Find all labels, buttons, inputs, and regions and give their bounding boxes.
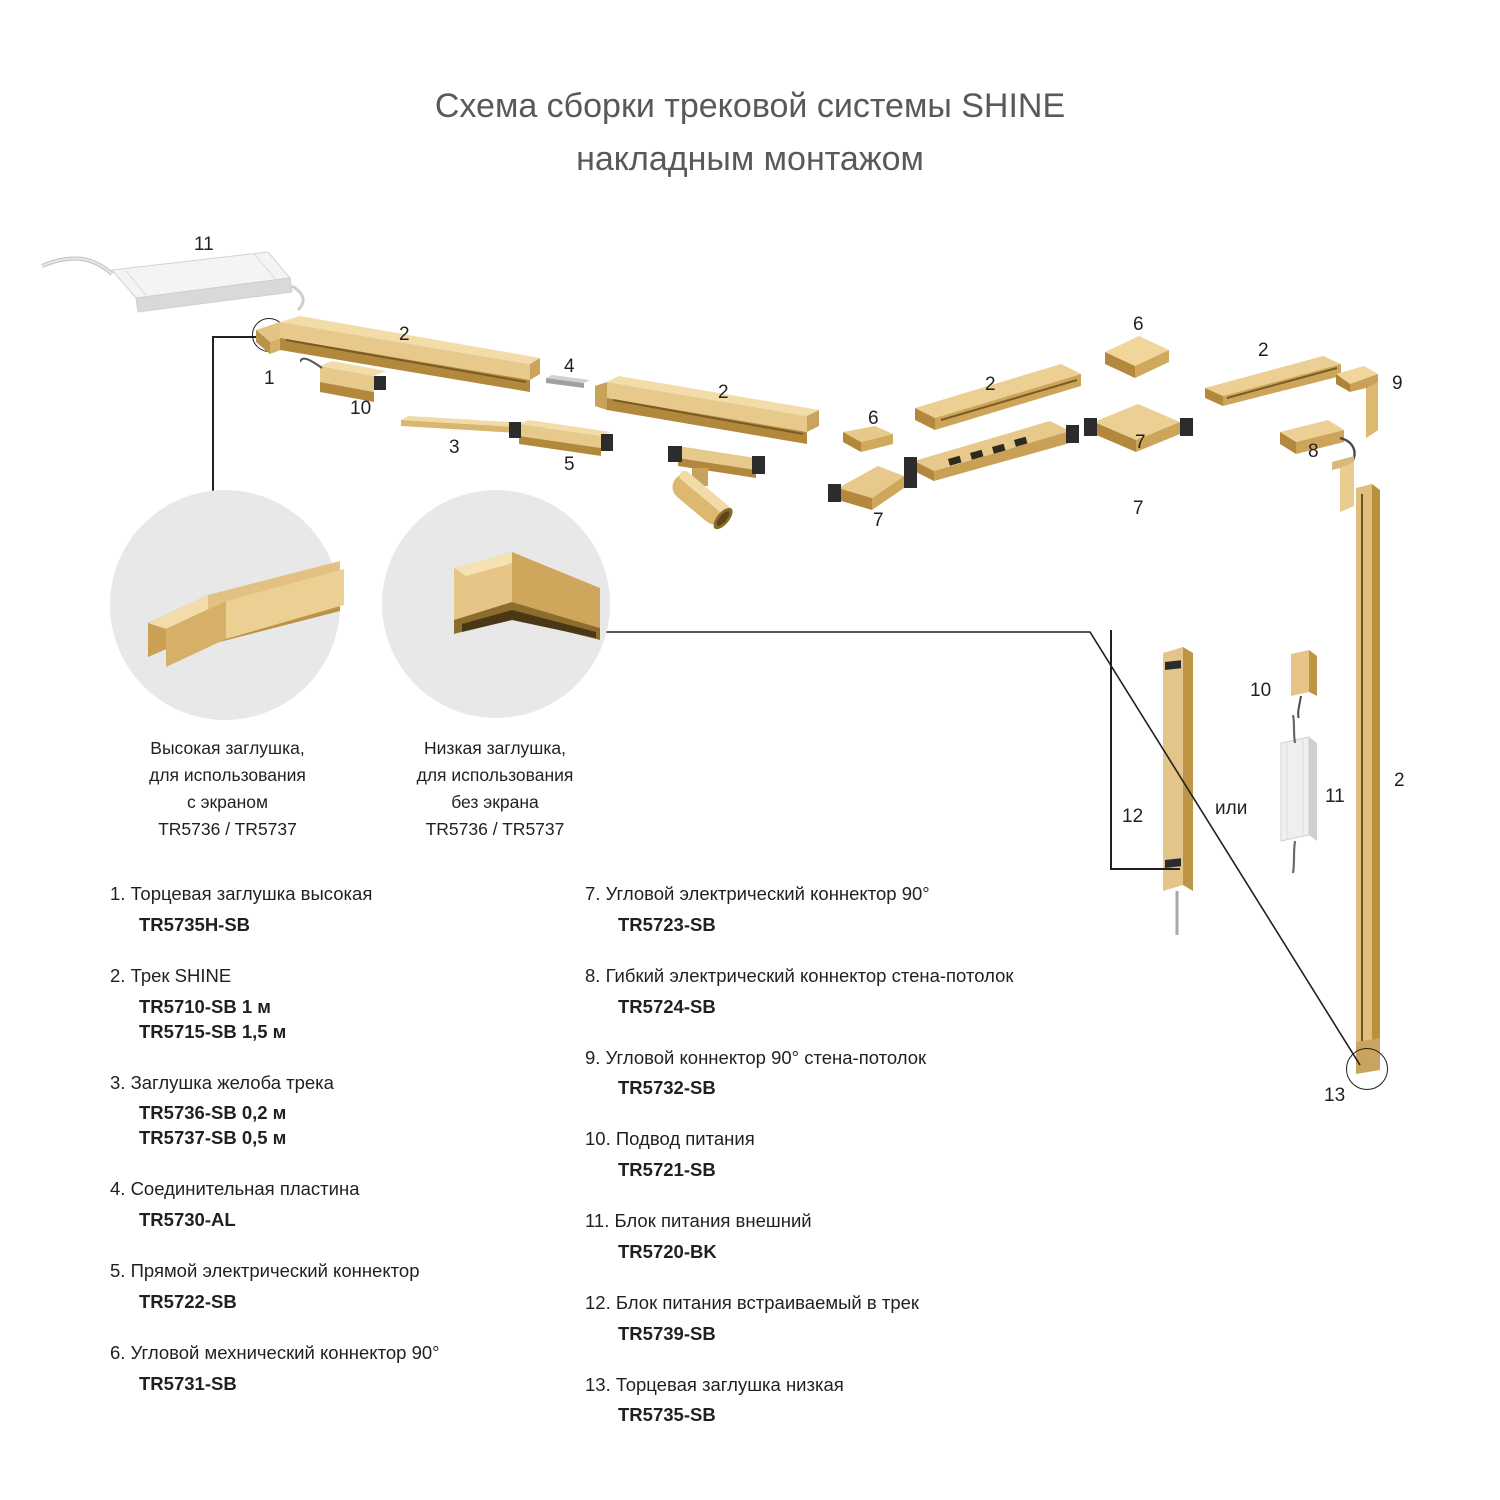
legend-item-code: TR5735-SB (618, 1404, 716, 1426)
legend-item (585, 880, 1145, 936)
callout-number-n12: 12 (1122, 806, 1144, 827)
legend-item-title: 13. Торцевая заглушка низкая (585, 1373, 844, 1395)
callout-number-n10a: 10 (350, 398, 372, 419)
callout-number-n6a: 6 (868, 408, 879, 429)
callout-number-n2c: 2 (985, 374, 996, 395)
callout-number-n2d: 2 (1258, 340, 1269, 361)
legend-item (585, 1125, 1145, 1181)
legend-item (110, 1257, 580, 1313)
callout-number-n7c: 7 (1133, 498, 1144, 519)
callout-number-n7a: 7 (873, 510, 884, 531)
legend-item-title: 4. Соединительная пластина (110, 1178, 360, 1200)
or-label: или (1215, 798, 1248, 819)
legend-item-code: TR5730-AL (139, 1209, 236, 1230)
legend-item (110, 1339, 580, 1395)
callout-number-n4: 4 (564, 356, 575, 377)
legend-item (585, 1207, 1145, 1263)
legend-item-title: 2. Трек SHINE (110, 964, 232, 986)
legend-item (110, 1069, 580, 1150)
callout-number-n3: 3 (449, 437, 460, 458)
low-cap-detail (400, 540, 615, 670)
legend-item-code: TR5720-BK (618, 1240, 717, 1262)
legend-item (585, 1044, 1145, 1100)
caption-low-cap: Низкая заглушка, для использования без экрана TR5736 / TR5737 (416, 738, 574, 840)
title-line-1: Схема сборки трековой системы SHINE (434, 87, 1066, 125)
callout-number-n7b: 7 (1135, 432, 1146, 453)
callout-number-n10b: 10 (1250, 680, 1272, 701)
legend-item (110, 1175, 580, 1231)
legend-item-code: TR5737-SB 0,5 м (139, 1127, 287, 1149)
legend-item-title: 9. Угловой коннектор 90° стена-потолок (585, 1046, 927, 1068)
callout-number-n11b: 11 (1325, 786, 1345, 807)
legend-item-code: TR5739-SB (618, 1322, 716, 1344)
legend-item-title: 8. Гибкий электрический коннектор стена-потолок (585, 964, 1014, 986)
title-line-2: накладным монтажом (576, 139, 924, 178)
legend-item-code: TR5732-SB (618, 1077, 716, 1099)
callout-number-n2b: 2 (718, 382, 729, 403)
leader-line-psu-track (1110, 630, 1350, 880)
legend-item-code: TR5723-SB (618, 913, 716, 935)
legend-item-title: 10. Подвод питания (585, 1128, 755, 1150)
legend-item (585, 962, 1145, 1018)
caption-high-cap: Высокая заглушка, для использования с экраном TR5736 / TR5737 (149, 738, 306, 840)
legend-item-title: 11. Блок питания внешний (585, 1210, 812, 1231)
legend-item-title: 3. Заглушка желоба трека (110, 1071, 334, 1093)
legend-item-code: TR5715-SB 1,5 м (139, 1020, 287, 1042)
page-title (0, 80, 1500, 185)
legend-item-title: 7. Угловой электрический коннектор 90° (585, 883, 930, 904)
legend-item-title: 1. Торцевая заглушка высокая (110, 883, 373, 904)
callout-number-n11a: 11 (194, 234, 214, 255)
track-run-3b (900, 405, 1100, 495)
legend-item (585, 1289, 1145, 1345)
leader-line-high-cap (212, 336, 214, 496)
legend-item-code: TR5710-SB 1 м (139, 995, 271, 1017)
callout-number-n9: 9 (1392, 373, 1403, 394)
legend-item (585, 1371, 1145, 1427)
legend-item-code: TR5736-SB 0,2 м (139, 1102, 287, 1124)
legend-item-title: 12. Блок питания встраиваемый в трек (585, 1291, 919, 1313)
legend-item (110, 880, 580, 936)
callout-number-n2e: 2 (1394, 770, 1405, 791)
legend-column-left (110, 880, 580, 1421)
legend-column-right (585, 880, 1145, 1452)
leader-line-12 (1110, 868, 1180, 870)
legend-item-title: 6. Угловой мехнический коннектор 90° (110, 1341, 440, 1363)
callout-number-n8: 8 (1308, 441, 1319, 462)
high-cap-detail (130, 545, 350, 675)
callout-number-n2a: 2 (399, 324, 410, 345)
legend-item-code: TR5724-SB (618, 995, 716, 1017)
track-spotlight (640, 440, 780, 560)
leader-line-12-vert (1110, 630, 1112, 869)
legend-item-title: 5. Прямой электрический коннектор (110, 1260, 420, 1281)
legend-item-code: TR5735H-SB (139, 913, 251, 935)
callout-number-n6b: 6 (1133, 314, 1144, 335)
legend-item-code: TR5721-SB (618, 1159, 716, 1180)
callout-number-n13: 13 (1324, 1085, 1346, 1106)
legend-item (110, 962, 580, 1043)
legend-item-code: TR5722-SB (139, 1290, 237, 1312)
legend-item-code: TR5731-SB (139, 1372, 237, 1394)
callout-number-n1: 1 (264, 368, 275, 389)
callout-number-n5: 5 (564, 454, 575, 475)
